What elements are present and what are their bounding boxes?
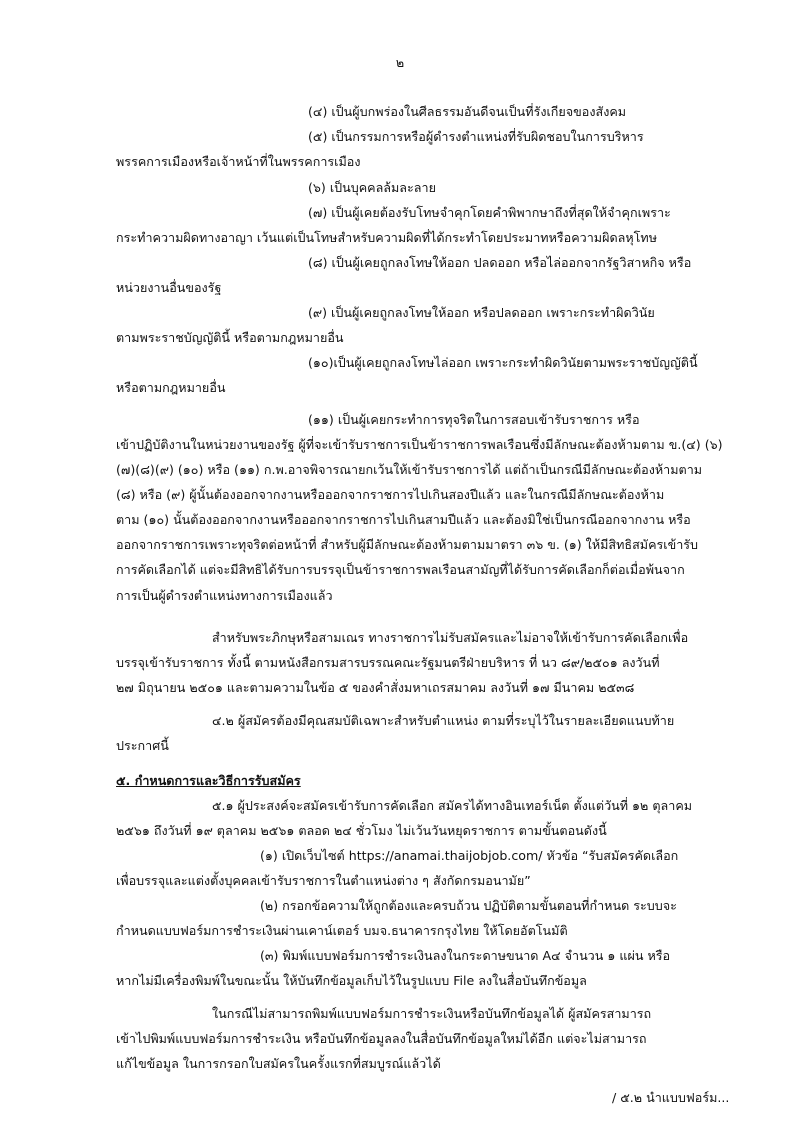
text-line: (๙) เป็นผู้เคยถูกลงโทษให้ออก หรือปลดออก เพราะกระทำผิดวินัย [308, 305, 655, 320]
text-line: กำหนดแบบฟอร์มการชำระเงินผ่านเคาน์เตอร์ บมจ.ธนาคารกรุงไทย ให้โดยอัตโนมัติ [116, 923, 568, 938]
text-line: ออกจากราชการเพราะทุจริตต่อหน้าที่ สำหรับผู้มีลักษณะต้องห้ามตามมาตรา ๓๖ ข. (๑) ให้มีสิทธิสมัครเข้ารับ [116, 537, 699, 552]
text-line: เข้าปฏิบัติงานในหน่วยงานของรัฐ ผู้ที่จะเข้ารับราชการเป็นข้าราชการพลเรือนซึ่งมีลักษณะต้องห้ามตาม ข.(๔) (๖) [116, 437, 723, 452]
text-line: ในกรณีไม่สามารถพิมพ์แบบฟอร์มการชำระเงินหรือบันทึกข้อมูลได้ ผู้สมัครสามารถ [212, 1006, 652, 1021]
text-line: (๑๑) เป็นผู้เคยกระทำการทุจริตในการสอบเข้ารับราชการ หรือ [308, 412, 640, 427]
text-line: ๒๕๖๑ ถึงวันที่ ๑๙ ตุลาคม ๒๕๖๑ ตลอด ๒๔ ชั่วโมง ไม่เว้นวันหยุดราชการ ตามขั้นตอนดังนี้ [116, 823, 607, 838]
text-line: ๕.๑ ผู้ประสงค์จะสมัครเข้ารับการคัดเลือก สมัครได้ทางอินเทอร์เน็ต ตั้งแต่วันที่ ๑๒ ตุลาคม [212, 798, 693, 813]
text-line: สำหรับพระภิกษุหรือสามเณร ทางราชการไม่รับสมัครและไม่อาจให้เข้ารับการคัดเลือกเพื่อ [212, 630, 689, 645]
text-line: (๖) เป็นบุคคลล้มละลาย [308, 180, 436, 195]
text-line: การเป็นผู้ดำรงตำแหน่งทางการเมืองแล้ว [116, 588, 333, 603]
text-line: ตาม (๑๐) นั้นต้องออกจากงานหรือออกจากราชการไปเกินสามปีแล้ว และต้องมิใช่เป็นกรณีออกจากงาน หรือ [116, 512, 691, 527]
text-line: บรรจุเข้ารับราชการ ทั้งนี้ ตามหนังสือกรมสารบรรณคณะรัฐมนตรีฝ่ายบริหาร ที่ นว ๘๙/๒๕๐๑ ลงวันที่ [116, 655, 660, 670]
text-line: (๗) เป็นผู้เคยต้องรับโทษจำคุกโดยคำพิพากษาถึงที่สุดให้จำคุกเพราะ [308, 205, 671, 220]
text-line: (๒) กรอกข้อความให้ถูกต้องและครบถ้วน ปฏิบัติตามขั้นตอนที่กำหนด ระบบจะ [260, 898, 677, 913]
text-line: (๑๐)เป็นผู้เคยถูกลงโทษไล่ออก เพราะกระทำผิดวินัยตามพระราชบัญญัตินี้ [308, 355, 698, 370]
section-heading: ๕. กำหนดการและวิธีการรับสมัคร [116, 773, 301, 788]
text-line: กระทำความผิดทางอาญา เว้นแต่เป็นโทษสำหรับความผิดที่ได้กระทำโดยประมาทหรือความผิดลหุโทษ [116, 230, 658, 245]
text-line: เพื่อบรรจุและแต่งตั้งบุคคลเข้ารับราชการในตำแหน่งต่าง ๆ สังกัดกรมอนามัย” [116, 873, 531, 888]
text-line: (๘) เป็นผู้เคยถูกลงโทษให้ออก ปลดออก หรือไล่ออกจากรัฐวิสาหกิจ หรือ [308, 255, 692, 270]
text-line: หรือตามกฎหมายอื่น [116, 380, 226, 395]
text-line: พรรคการเมืองหรือเจ้าหน้าที่ในพรรคการเมือง [116, 154, 361, 169]
text-line: ๒๗ มิถุนายน ๒๕๐๑ และตามความในข้อ ๕ ของคำสั่งมหาเถรสมาคม ลงวันที่ ๑๗ มีนาคม ๒๕๓๘ [116, 680, 635, 695]
text-line: ๔.๒ ผู้สมัครต้องมีคุณสมบัติเฉพาะสำหรับตำแหน่ง ตามที่ระบุไว้ในรายละเอียดแนบท้าย [212, 713, 675, 728]
text-line: (๗)(๘)(๙) (๑๐) หรือ (๑๑) ก.พ.อาจพิจารณายกเว้นให้เข้ารับราชการได้ แต่ถ้าเป็นกรณีมีลักษณะต้องห้ามตาม [116, 462, 703, 477]
text-line: หน่วยงานอื่นของรัฐ [116, 280, 222, 295]
text-line: (๑) เปิดเว็บไซต์ https://anamai.thaijobjob.com/ หัวข้อ “รับสมัครคัดเลือก [260, 848, 679, 863]
text-line: ตามพระราชบัญญัตินี้ หรือตามกฎหมายอื่น [116, 330, 344, 345]
text-line: (๘) หรือ (๙) ผู้นั้นต้องออกจากงานหรือออกจากราชการไปเกินสองปีแล้ว และในกรณีมีลักษณะต้องห้าม [116, 487, 665, 502]
text-line: (๓) พิมพ์แบบฟอร์มการชำระเงินลงในกระดาษขนาด A๔ จำนวน ๑ แผ่น หรือ [260, 948, 671, 963]
text-line: แก้ไขข้อมูล ในการกรอกใบสมัครในครั้งแรกที่สมบูรณ์แล้วได้ [116, 1056, 441, 1071]
text-line: เข้าไปพิมพ์แบบฟอร์มการชำระเงิน หรือบันทึกข้อมูลลงในสื่อบันทึกข้อมูลใหม่ได้อีก แต่จะไม่สามารถ [116, 1031, 647, 1046]
text-line: การคัดเลือกได้ แต่จะมีสิทธิได้รับการบรรจุเป็นข้าราชการพลเรือนสามัญที่ได้รับการคัดเลือกก็ต่อเมื่อพ้นจาก [116, 562, 685, 577]
text-line: หากไม่มีเครื่องพิมพ์ในขณะนั้น ให้บันทึกข้อมูลเก็บไว้ในรูปแบบ File ลงในสื่อบันทึกข้อมูล [116, 973, 587, 988]
text-line: (๔) เป็นผู้บกพร่องในศีลธรรมอันดีจนเป็นที่รังเกียจของสังคม [308, 104, 627, 119]
text-line: ประกาศนี้ [116, 738, 169, 753]
continuation-note: / ๕.๒ นำแบบฟอร์ม... [612, 1090, 730, 1105]
page-number: ๒ [395, 55, 405, 70]
text-line: (๕) เป็นกรรมการหรือผู้ดำรงตำแหน่งที่รับผิดชอบในการบริหาร [308, 129, 644, 144]
